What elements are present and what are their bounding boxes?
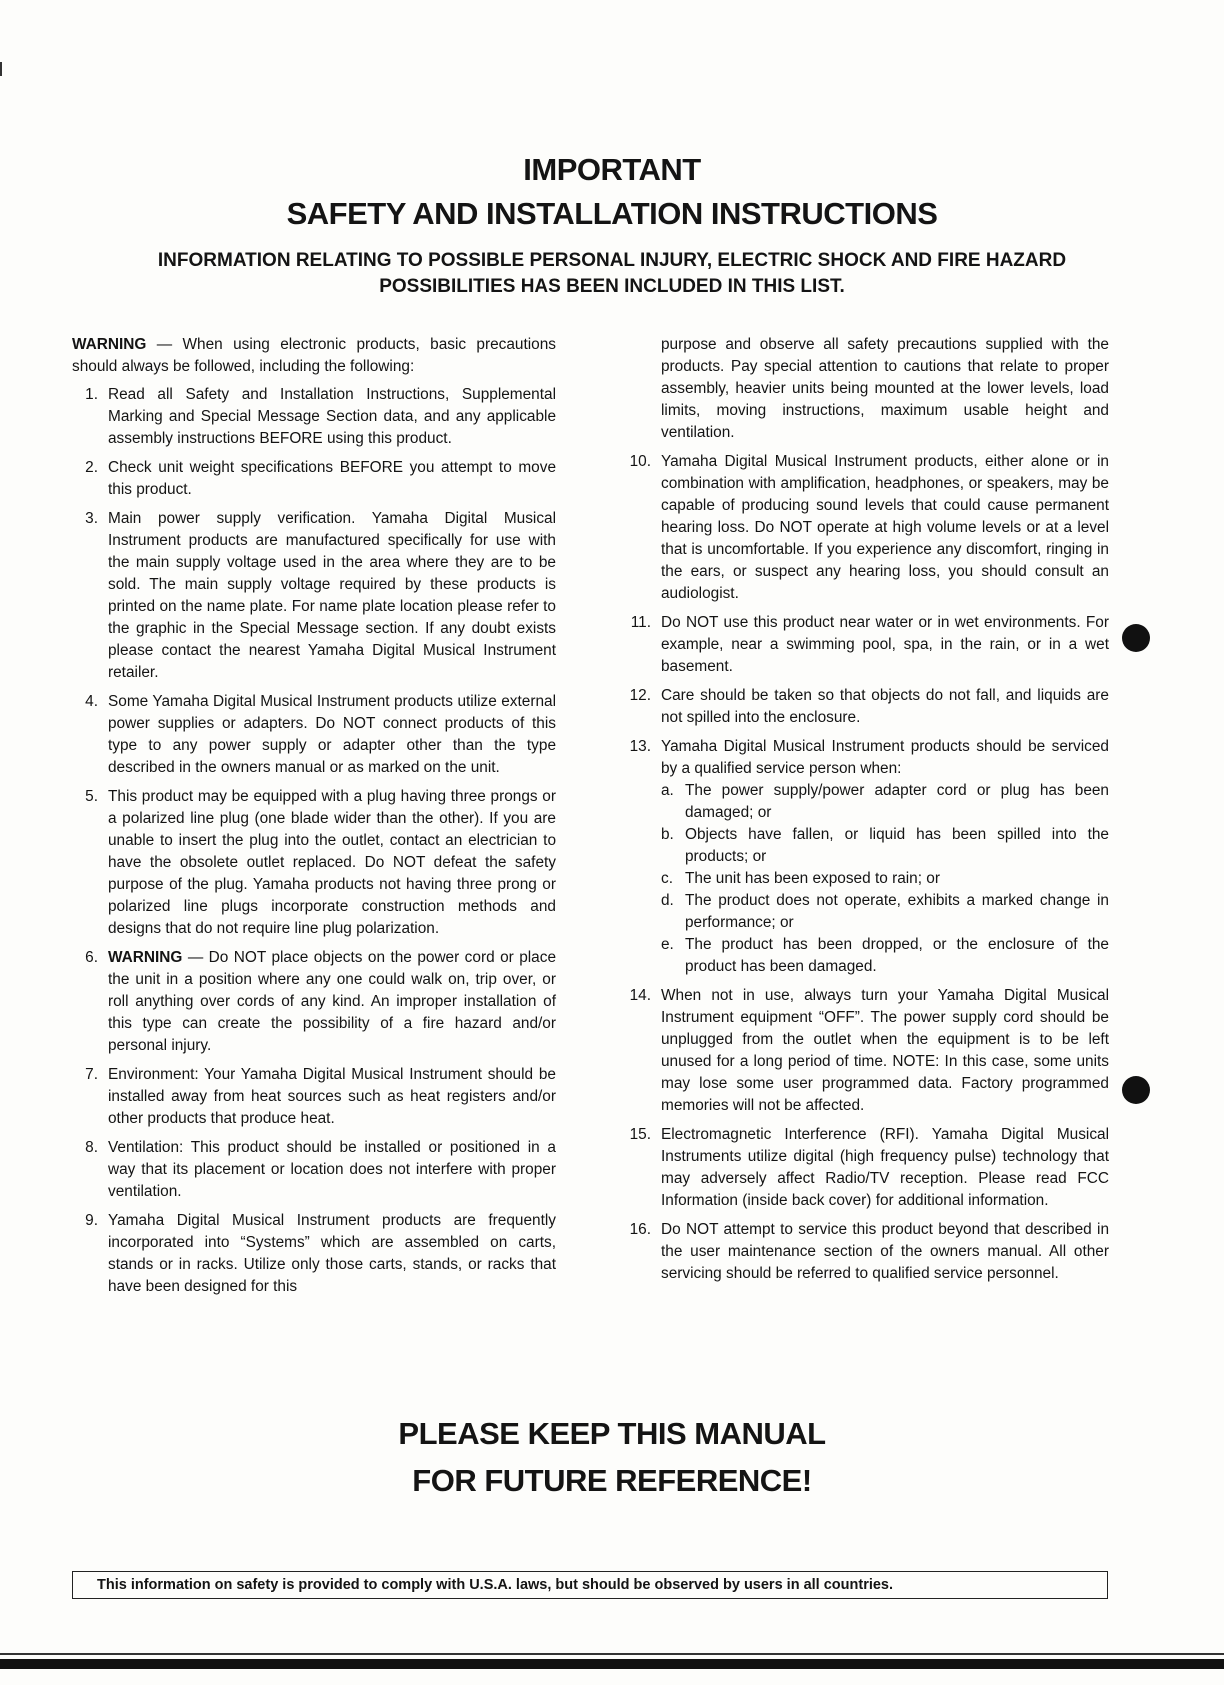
item-number: 10.	[629, 453, 651, 470]
sub-letter: b.	[661, 826, 674, 843]
item-number: 12.	[629, 687, 651, 704]
sub-item	[661, 934, 1109, 978]
sub-text: The product does not operate, exhibits a marked change in performance; or	[685, 892, 1109, 931]
list-item	[72, 384, 556, 450]
item-number: 2.	[85, 459, 98, 476]
item-number: 13.	[629, 738, 651, 755]
item-number: 4.	[85, 693, 98, 710]
item-text-body: — Do NOT place objects on the power cord or place the unit in a position where any one could walk on, trip over, or roll anything over cords of any kind. An improper installation of this type can create the possibility of a fire hazard and/or personal injury.	[108, 949, 556, 1054]
sub-text: Objects have fallen, or liquid has been spilled into the products; or	[685, 826, 1109, 865]
punch-hole-mark	[1122, 624, 1150, 652]
item-number: 16.	[629, 1221, 651, 1238]
item-number: 9.	[85, 1212, 98, 1229]
item9-continuation: purpose and observe all safety precautions supplied with the products. Pay special attention to cautions that relate to proper assembly, heavier units being mounted at the lower levels, load limits, moving instructions, maximum usable height and ventilation.	[661, 336, 1109, 441]
item-text	[661, 736, 1109, 978]
item-text: Do NOT use this product near water or in wet environments. For example, near a swimming pool, spa, in the rain, or in a wet basement.	[661, 614, 1109, 675]
item-text: Some Yamaha Digital Musical Instrument products utilize external power supplies or adapters. Do NOT connect products of this type to any power supply or adapter other than the type described in the owners manual or as marked on the unit.	[108, 693, 556, 776]
item-text	[108, 947, 556, 1057]
sub-letter: a.	[661, 782, 674, 799]
item-text: This product may be equipped with a plug having three prongs or a polarized line plug (one blade wider than the other). If you are unable to insert the plug into the outlet, contact an electrician to have the obsolete outlet replaced. Do NOT defeat the safety purpose of the plug. Yamaha products not having three prong or polarized line plugs incorporate construction methods and designs that do not require line plug polarization.	[108, 788, 556, 937]
list-item	[72, 457, 556, 501]
item-number: 7.	[85, 1066, 98, 1083]
item-text: Main power supply verification. Yamaha Digital Musical Instrument products are manufactured specifically for use with the main supply voltage used in the area where they are to be sold. The main supply voltage required by these products is printed on the name plate. For name plate location please refer to the graphic in the Special Message section. If any doubt exists please contact the nearest Yamaha Digital Musical Instrument retailer.	[108, 510, 556, 681]
list-item	[72, 1064, 556, 1130]
item-text-body: Yamaha Digital Musical Instrument products should be serviced by a qualified service person when:	[661, 738, 1109, 777]
list-item	[72, 691, 556, 779]
item-text: Electromagnetic Interference (RFI). Yamaha Digital Musical Instruments utilize digital (high frequency pulse) technology that may adversely affect Radio/TV reception. Please read FCC Information (inside back cover) for additional information.	[661, 1126, 1109, 1209]
list-item	[625, 1219, 1109, 1285]
item-text: When not in use, always turn your Yamaha Digital Musical Instrument equipment “OFF”. The power supply cord should be unplugged from the outlet when the equipment is to be left unused for a long period of time. NOTE: In this case, some units may lose some user programmed data. Factory programmed memories will not be affected.	[661, 987, 1109, 1114]
punch-hole-mark	[1122, 1076, 1150, 1104]
sub-text: The power supply/power adapter cord or plug has been damaged; or	[685, 782, 1109, 821]
warning-label: WARNING	[108, 949, 183, 966]
list-item	[625, 612, 1109, 678]
intro-paragraph	[72, 334, 556, 378]
sub-item	[661, 824, 1109, 868]
sub-letter: c.	[661, 870, 673, 887]
item-number: 5.	[85, 788, 98, 805]
item-text: Ventilation: This product should be installed or positioned in a way that its placement or location does not interfere with proper ventilation.	[108, 1139, 556, 1200]
page-subtitle-main: SAFETY AND INSTALLATION INSTRUCTIONS	[286, 196, 938, 231]
item-text: Do NOT attempt to service this product beyond that described in the user maintenance section of the owners manual. All other servicing should be referred to qualified service personnel.	[661, 1221, 1109, 1282]
item-number: 8.	[85, 1139, 98, 1156]
compliance-notice-box: This information on safety is provided to comply with U.S.A. laws, but should be observed by users in all countries.	[72, 1571, 1108, 1599]
bottom-scan-edge	[0, 1659, 1224, 1669]
sub-text: The product has been dropped, or the enclosure of the product has been damaged.	[685, 936, 1109, 975]
item-text: Environment: Your Yamaha Digital Musical Instrument should be installed away from heat sources such as heat registers and/or other products that produce heat.	[108, 1066, 556, 1127]
page-title: IMPORTANT	[523, 152, 701, 187]
future-reference-heading: FOR FUTURE REFERENCE!	[412, 1463, 812, 1498]
item-text: Yamaha Digital Musical Instrument products are frequently incorporated into “Systems” which are assembled on carts, stands or in racks. Utilize only those carts, stands, or racks that have been designed for this	[108, 1212, 556, 1295]
list-item	[625, 685, 1109, 729]
list-item	[625, 1124, 1109, 1212]
right-column	[625, 334, 1109, 1292]
left-column	[72, 334, 556, 1305]
sub-text: The unit has been exposed to rain; or	[685, 870, 940, 887]
list-item	[72, 786, 556, 940]
item-number: 11.	[630, 614, 651, 631]
item-number: 3.	[85, 510, 98, 527]
keep-manual-heading: PLEASE KEEP THIS MANUAL	[398, 1416, 826, 1451]
sub-item	[661, 868, 1109, 890]
list-item	[625, 451, 1109, 605]
item-text: Care should be taken so that objects do not fall, and liquids are not spilled into the enclosure.	[661, 687, 1109, 726]
item-text: Read all Safety and Installation Instructions, Supplemental Marking and Special Message Section data, and any applicable assembly instructions BEFORE using this product.	[108, 386, 556, 447]
list-item	[72, 508, 556, 684]
list-item	[625, 736, 1109, 978]
sub-item	[661, 780, 1109, 824]
item-number: 14.	[629, 987, 651, 1004]
warning-label: WARNING	[72, 336, 147, 353]
list-item	[625, 985, 1109, 1117]
sub-item	[661, 890, 1109, 934]
bottom-scan-line	[0, 1653, 1224, 1655]
sub-letter: d.	[661, 892, 674, 909]
list-item	[72, 1210, 556, 1298]
item-number: 15.	[629, 1126, 651, 1143]
sub-letter: e.	[661, 936, 674, 953]
item-text: Check unit weight specifications BEFORE you attempt to move this product.	[108, 459, 556, 498]
item-number: 1.	[85, 386, 98, 403]
edge-mark	[0, 62, 2, 76]
info-subtitle: INFORMATION RELATING TO POSSIBLE PERSONAL INJURY, ELECTRIC SHOCK AND FIRE HAZARD POSSIBILITIES HAS BEEN INCLUDED IN THIS LIST.	[157, 250, 1067, 297]
item-text: Yamaha Digital Musical Instrument products, either alone or in combination with amplification, headphones, or speakers, may be capable of producing sound levels that could cause permanent hearing loss. Do NOT operate at high volume levels or at a level that is uncomfortable. If you experience any discomfort, ringing in the ears, or suspect any hearing loss, you should consult an audiologist.	[661, 453, 1109, 602]
list-item	[72, 1137, 556, 1203]
intro-text: — When using electronic products, basic precautions should always be followed, including the following:	[72, 336, 556, 375]
item-number: 6.	[85, 949, 98, 966]
list-item	[72, 947, 556, 1057]
